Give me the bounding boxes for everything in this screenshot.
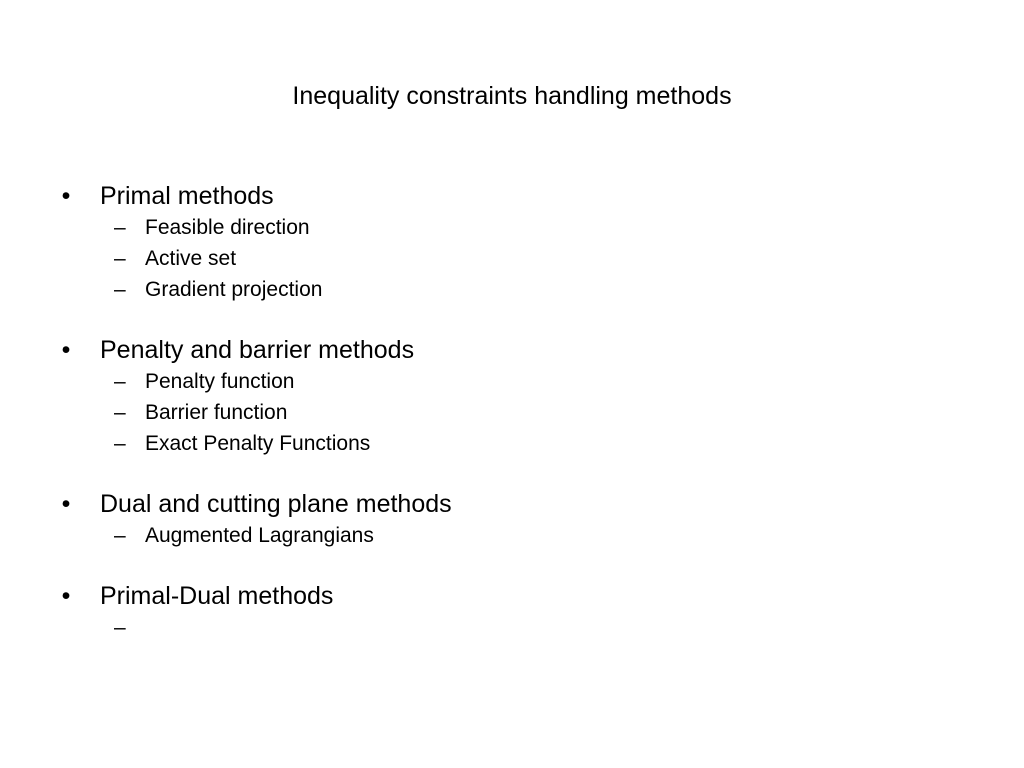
- bullet-icon: •: [61, 582, 71, 610]
- dash-icon: –: [114, 247, 126, 270]
- sub-list: [58, 520, 984, 551]
- bullet-icon: •: [61, 490, 71, 518]
- sub-list: [58, 366, 984, 459]
- bullet-icon: •: [61, 336, 71, 364]
- section-heading: [58, 580, 984, 612]
- sub-list: [58, 212, 984, 305]
- sub-item: [58, 612, 984, 643]
- section-heading: [58, 488, 984, 520]
- section-dual-cutting-plane-methods: [58, 488, 984, 551]
- dash-icon: –: [114, 432, 126, 455]
- dash-icon: –: [114, 216, 126, 239]
- sub-item-text: Augmented Lagrangians: [145, 524, 374, 547]
- dash-icon: –: [114, 401, 126, 424]
- section-heading-text: Dual and cutting plane methods: [100, 490, 452, 518]
- sub-item: [58, 397, 984, 428]
- section-heading-text: Primal methods: [100, 182, 274, 210]
- section-heading-text: Primal-Dual methods: [100, 582, 334, 610]
- sub-item: [58, 366, 984, 397]
- sub-item-text: Gradient projection: [145, 278, 323, 301]
- sub-item-text: Exact Penalty Functions: [145, 432, 371, 455]
- section-heading-text: Penalty and barrier methods: [100, 336, 415, 364]
- sub-item: [58, 428, 984, 459]
- dash-icon: –: [114, 278, 126, 301]
- dash-icon: –: [114, 616, 126, 639]
- section-primal-dual-methods: [58, 580, 984, 643]
- section-penalty-barrier-methods: [58, 334, 984, 459]
- section-primal-methods: [58, 180, 984, 305]
- slide-title: Inequality constraints handling methods: [292, 82, 732, 110]
- sub-item: [58, 212, 984, 243]
- sub-item-text: Penalty function: [145, 370, 295, 393]
- section-heading: [58, 180, 984, 212]
- dash-icon: –: [114, 370, 126, 393]
- dash-icon: –: [114, 524, 126, 547]
- section-heading: [58, 334, 984, 366]
- sub-item-text: Feasible direction: [145, 216, 310, 239]
- sub-list: [58, 612, 984, 643]
- sub-item: [58, 274, 984, 305]
- sub-item: [58, 520, 984, 551]
- sub-item-text: Active set: [145, 247, 237, 270]
- sub-item-text: Barrier function: [145, 401, 288, 424]
- sub-item: [58, 243, 984, 274]
- bullet-icon: •: [61, 182, 71, 210]
- bullet-list: [58, 180, 984, 672]
